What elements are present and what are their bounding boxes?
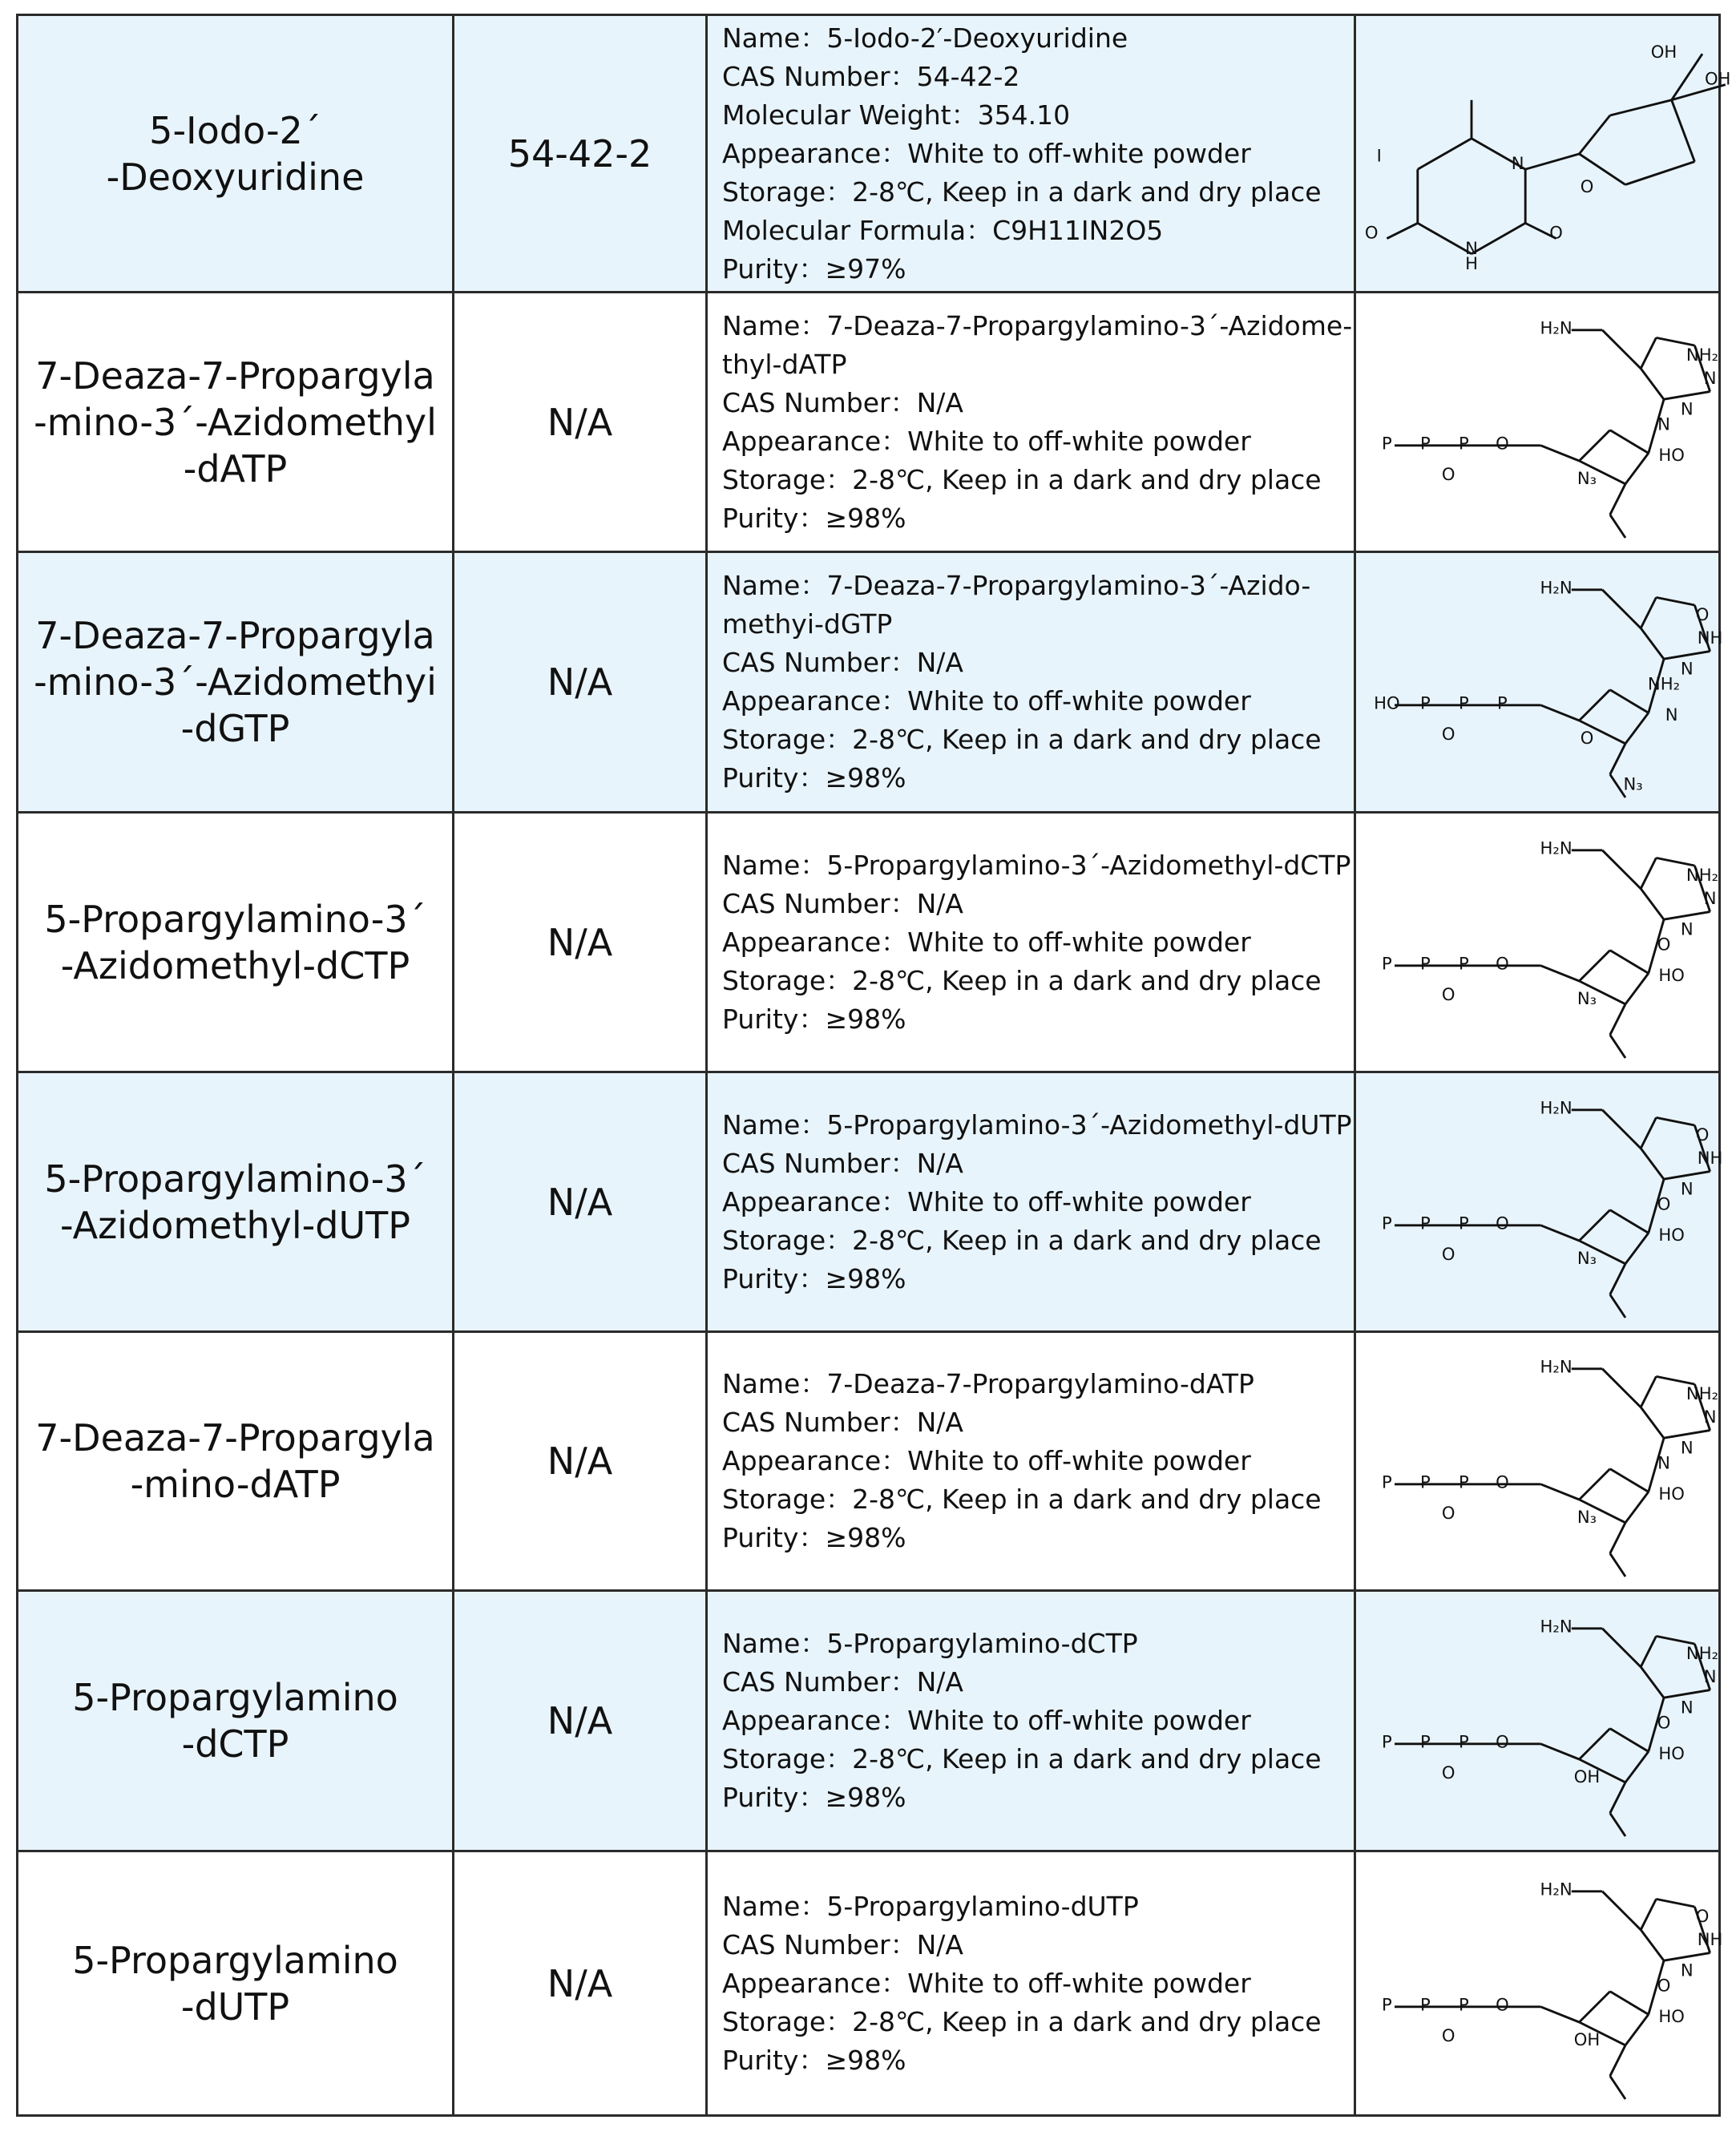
structure-cell [1355, 1851, 1723, 2116]
spec-line: CAS Number：N/A [722, 887, 963, 919]
deaza-propargylamino-azidomethyl-dgtp-structure-icon [1356, 554, 1736, 810]
spec-line: Name：5-Propargylamino-3´-Azidomethyl-dUTP [722, 1108, 1352, 1141]
cas-number: N/A [547, 660, 613, 704]
spec-line: Storage：2-8℃, Keep in a dark and dry place [722, 724, 1322, 755]
structure-bond [1641, 1148, 1664, 1178]
structure-atom-label: N [1680, 398, 1694, 418]
spec-line: Name：5-Propargylamino-dUTP [722, 1890, 1139, 1922]
structure-atom-label: OH [1573, 2029, 1601, 2049]
spec-line: Purity：≥98% [722, 1782, 906, 1813]
spec-line: Purity：≥98% [722, 502, 906, 534]
structure-atom-label: N₃ [1577, 1506, 1597, 1527]
structure-atom-label: P [1420, 953, 1431, 974]
propargylamino-azidomethyl-dctp-structure-icon [1356, 814, 1736, 1071]
structure-atom-label: N [1680, 918, 1694, 939]
cas-number: N/A [547, 1439, 613, 1483]
structure-atom-label: NH [1697, 628, 1723, 648]
table-row [18, 1332, 1720, 1591]
structure-atom-label: H₂N [1540, 1879, 1572, 1900]
structure-cell [1355, 1072, 1723, 1332]
structure-atom-label: P [1420, 433, 1431, 454]
structure-bond [1610, 1003, 1625, 1034]
structure-atom-label: P [1420, 1472, 1431, 1492]
structure-cell [1355, 1591, 1720, 1851]
structure-bond [1610, 2076, 1625, 2099]
specification-cell [707, 1072, 1355, 1332]
structure-atom-label: N [1703, 887, 1717, 908]
cas-number-cell [454, 1591, 707, 1851]
spec-line: Appearance：White to off-white powder [722, 1185, 1251, 1217]
product-name-line: 7-Deaza-7-Propargyla [35, 1416, 435, 1460]
structure-atom-label: P [1459, 1472, 1469, 1492]
structure-bond [1610, 690, 1649, 713]
structure-bond [1610, 483, 1625, 514]
table-row [18, 1851, 1720, 2116]
table-row [18, 552, 1720, 813]
structure-atom-label: NH [1697, 1147, 1723, 1168]
structure-bond [1641, 337, 1656, 368]
table-row [18, 293, 1720, 552]
structure-bond [1656, 597, 1694, 605]
spec-line: CAS Number：N/A [722, 1147, 963, 1179]
cas-number: N/A [547, 400, 613, 444]
structure-bond [1579, 1469, 1609, 1500]
spec-line: Name：7-Deaza-7-Propargylamino-3´-Azidome- [722, 309, 1353, 341]
structure-bond [1641, 858, 1656, 888]
product-name-line: -Deoxyuridine [106, 155, 365, 199]
specification-cell [707, 1332, 1355, 1591]
structure-bond [1525, 154, 1579, 169]
cas-number-cell [454, 15, 707, 293]
structure-bond [1610, 950, 1649, 973]
specification-cell [707, 293, 1355, 552]
structure-atom-label: O [1549, 222, 1563, 243]
table-row [18, 15, 1720, 293]
spec-line: CAS Number：N/A [722, 1666, 963, 1698]
structure-atom-label: P [1420, 1994, 1431, 2015]
iododeoxyuridine-structure-icon [1356, 26, 1736, 282]
structure-atom-label: H₂N [1540, 1616, 1572, 1637]
product-name-line: -mino-dATP [130, 1463, 341, 1506]
structure-bond [1579, 690, 1609, 721]
structure-atom-label: P [1459, 953, 1469, 974]
structure-cell [1355, 813, 1720, 1072]
structure-atom-label: O [1496, 953, 1509, 974]
structure-atom-label: H₂N [1540, 838, 1572, 858]
structure-atom-label: N [1680, 658, 1694, 679]
structure-atom-label: P [1382, 433, 1392, 454]
structure-atom-label: NH₂ [1686, 864, 1719, 885]
structure-bond [1610, 1813, 1625, 1836]
structure-bond [1610, 1035, 1625, 1058]
structure-atom-label: N [1465, 237, 1478, 258]
structure-bond [1579, 1991, 1609, 2021]
spec-line: Purity：≥98% [722, 1522, 906, 1553]
structure-atom-label: P [1459, 1213, 1469, 1233]
structure-atom-label: P [1497, 692, 1508, 713]
spec-line: Purity：≥98% [722, 762, 906, 793]
structure-bond [1610, 515, 1625, 538]
spec-line: CAS Number：54-42-2 [722, 60, 1020, 92]
product-name-line: 5-Propargylamino [72, 1676, 398, 1719]
structure-atom-label: N₃ [1577, 467, 1597, 488]
structure-atom-label: O [1441, 724, 1455, 744]
table-row [18, 1591, 1720, 1851]
structure-atom-label: N₃ [1577, 1247, 1597, 1268]
structure-atom-label: N [1703, 1666, 1717, 1686]
product-name-cell [18, 293, 454, 552]
structure-atom-label: P [1382, 1472, 1392, 1492]
structure-bond [1610, 744, 1625, 774]
structure-bond [1579, 115, 1609, 154]
spec-line: Appearance：White to off-white powder [722, 926, 1251, 958]
structure-atom-label: O [1657, 1193, 1671, 1214]
structure-bond [1641, 1899, 1656, 1929]
spec-line: thyl-dATP [722, 348, 847, 380]
structure-atom-label: O [1441, 1503, 1455, 1523]
structure-bond [1540, 445, 1579, 460]
structure-atom-label: O [1441, 2025, 1455, 2045]
structure-atom-label: N [1680, 1697, 1694, 1718]
structure-atom-label: N [1703, 1407, 1717, 1427]
cas-number-cell [454, 1851, 707, 2116]
structure-atom-label: N₃ [1623, 773, 1643, 794]
structure-atom-label: O [1496, 1472, 1509, 1492]
structure-bond [1610, 1469, 1649, 1492]
structure-bond [1641, 1376, 1656, 1407]
spec-line: Storage：2-8℃, Keep in a dark and dry place [722, 1224, 1322, 1256]
structure-atom-label: H₂N [1540, 1356, 1572, 1377]
product-name-line: 5-Propargylamino [72, 1938, 398, 1982]
structure-bond [1625, 2014, 1649, 2045]
structure-atom-label: P [1382, 1213, 1392, 1233]
structure-bond [1610, 1209, 1649, 1233]
product-name-line: -mino-3´-Azidomethyl [34, 400, 437, 444]
structure-atom-label: P [1382, 953, 1392, 974]
structure-atom-label: O [1496, 1731, 1509, 1752]
structure-atom-label: N [1657, 414, 1670, 434]
structure-atom-label: P [1459, 1994, 1469, 2015]
spec-line: Storage：2-8℃, Keep in a dark and dry place [722, 964, 1322, 996]
specification-cell [707, 1591, 1355, 1851]
product-name-cell [18, 15, 454, 293]
product-name-line: -dUTP [180, 1984, 290, 2029]
product-name-line: -dCTP [181, 1722, 289, 1766]
spec-line: CAS Number：N/A [722, 386, 963, 418]
structure-atom-label: O [1441, 1243, 1455, 1264]
product-name-cell [18, 813, 454, 1072]
structure-cell [1355, 552, 1723, 813]
structure-bond [1625, 1492, 1649, 1522]
structure-atom-label: HO [1658, 1743, 1685, 1763]
structure-cell [1355, 15, 1731, 293]
structure-atom-label: HO [1658, 1484, 1685, 1504]
structure-bond [1610, 1553, 1625, 1577]
structure-bond [1625, 1751, 1649, 1782]
structure-atom-label: N [1680, 1959, 1694, 1980]
propargylamino-dctp-structure-icon [1356, 1593, 1736, 1849]
product-name-cell [18, 1851, 454, 2116]
cas-number: N/A [547, 1699, 613, 1742]
cas-number: 54-42-2 [507, 131, 652, 176]
product-name-line: 5-Iodo-2´ [149, 108, 321, 152]
structure-bond [1602, 1891, 1641, 1929]
structure-atom-label: O [1695, 1905, 1710, 1926]
structure-atom-label: H [1465, 252, 1478, 273]
spec-line: Appearance：White to off-white powder [722, 685, 1251, 717]
cas-number: N/A [547, 1961, 613, 2005]
spec-line: Storage：2-8℃, Keep in a dark and dry place [722, 463, 1322, 495]
structure-bond [1579, 1209, 1609, 1240]
spec-line: Name：5-Iodo-2′-Deoxyuridine [722, 22, 1128, 54]
structure-bond [1641, 368, 1664, 398]
structure-atom-label: N [1680, 1437, 1694, 1458]
structure-atom-label: NH₂ [1686, 344, 1719, 365]
structure-atom-label: I [1376, 145, 1382, 166]
structure-bond [1625, 713, 1649, 743]
spec-line: Name：5-Propargylamino-3´-Azidomethyl-dCTP [722, 849, 1351, 881]
structure-atom-label: O [1580, 176, 1594, 196]
structure-atom-label: O [1496, 1213, 1509, 1233]
structure-bond [1610, 1523, 1625, 1553]
structure-bond [1540, 1484, 1579, 1500]
spec-line: Molecular Formula：C9H11IN2O5 [722, 214, 1164, 246]
structure-atom-label: HO [1658, 1224, 1685, 1245]
structure-atom-label: P [1459, 433, 1469, 454]
structure-bond [1610, 1294, 1625, 1318]
product-name-line: -Azidomethyl-dCTP [60, 943, 410, 987]
spec-line: Storage：2-8℃, Keep in a dark and dry place [722, 2005, 1322, 2037]
structure-bond [1602, 1629, 1641, 1667]
table-row [18, 813, 1720, 1072]
structure-bond [1540, 2006, 1579, 2021]
structure-bond [1579, 1729, 1609, 1759]
spec-line: Purity：≥98% [722, 2044, 906, 2076]
spec-line: Storage：2-8℃, Keep in a dark and dry place [722, 1484, 1322, 1515]
product-name-line: 7-Deaza-7-Propargyla [35, 353, 435, 398]
structure-bond [1641, 1636, 1656, 1666]
structure-atom-label: O [1441, 463, 1455, 484]
structure-bond [1641, 1407, 1664, 1438]
structure-atom-label: O [1364, 222, 1379, 243]
structure-atom-label: NH [1697, 1928, 1723, 1949]
structure-bond [1579, 430, 1609, 460]
specification-cell [707, 813, 1355, 1072]
spec-line: Storage：2-8℃, Keep in a dark and dry place [722, 1743, 1322, 1774]
structure-atom-label: N₃ [1577, 987, 1597, 1008]
structure-bond [1610, 1783, 1625, 1813]
product-name-line: 7-Deaza-7-Propargyla [35, 614, 435, 657]
structure-bond [1540, 705, 1579, 721]
structure-bond [1641, 1117, 1656, 1148]
structure-atom-label: P [1420, 1213, 1431, 1233]
structure-atom-label: N [1657, 1452, 1670, 1473]
cas-number-cell [454, 293, 707, 552]
propargylamino-dutp-structure-icon [1356, 1855, 1736, 2112]
structure-bond [1602, 1369, 1641, 1407]
structure-atom-label: HO [1658, 444, 1685, 465]
structure-atom-label: N [1511, 152, 1524, 173]
structure-bond [1625, 973, 1649, 1003]
structure-atom-label: P [1459, 1731, 1469, 1752]
product-name-line: -Azidomethyl-dUTP [60, 1203, 410, 1247]
structure-atom-label: O [1496, 1994, 1509, 2015]
structure-bond [1641, 628, 1664, 659]
structure-bond [1610, 1263, 1625, 1294]
structure-atom-label: H₂N [1540, 1097, 1572, 1118]
spec-line: Appearance：White to off-white powder [722, 1705, 1251, 1736]
spec-line: Appearance：White to off-white powder [722, 137, 1251, 169]
structure-atom-label: O [1695, 1124, 1710, 1145]
structure-atom-label: NH₂ [1686, 1383, 1719, 1404]
structure-atom-label: N [1680, 1177, 1694, 1198]
product-name-line: -dGTP [180, 707, 290, 750]
spec-line: Purity：≥98% [722, 1262, 906, 1294]
structure-atom-label: HO [1658, 964, 1685, 985]
spec-line: CAS Number：N/A [722, 1928, 963, 1960]
specification-cell [707, 15, 1355, 293]
structure-atom-label: O [1441, 983, 1455, 1004]
spec-line: Purity：≥97% [722, 252, 906, 285]
structure-atom-label: O [1657, 934, 1671, 955]
spec-line: Appearance：White to off-white powder [722, 1967, 1251, 1999]
cas-number: N/A [547, 920, 613, 964]
structure-bond [1641, 888, 1664, 919]
cas-number-cell [454, 1072, 707, 1332]
structure-atom-label: HO [1374, 692, 1400, 713]
spec-line: Appearance：White to off-white powder [722, 1445, 1251, 1476]
specification-cell [707, 1851, 1355, 2116]
deaza-propargylamino-azidomethyl-datp-structure-icon [1356, 294, 1736, 551]
structure-bond [1656, 1117, 1694, 1125]
structure-bond [1641, 1929, 1664, 1960]
structure-bond [1641, 1667, 1664, 1698]
structure-atom-label: N [1703, 367, 1717, 388]
spec-line: CAS Number：N/A [722, 647, 963, 678]
structure-atom-label: H₂N [1540, 577, 1572, 598]
structure-atom-label: O [1695, 604, 1710, 625]
structure-atom-label: OH [1704, 68, 1731, 89]
product-name-line: 5-Propargylamino-3´ [44, 897, 426, 941]
structure-bond [1672, 99, 1695, 161]
structure-bond [1418, 223, 1472, 253]
structure-bond [1540, 1225, 1579, 1240]
product-name-line: -mino-3´-Azidomethyi [34, 660, 437, 704]
spec-line: Storage：2-8℃, Keep in a dark and dry place [722, 176, 1322, 208]
product-table [16, 14, 1731, 2117]
cas-number-cell [454, 552, 707, 813]
spec-line: Appearance：White to off-white powder [722, 425, 1251, 457]
product-name-cell [18, 552, 454, 813]
structure-bond [1579, 950, 1609, 980]
structure-bond [1602, 590, 1641, 628]
structure-atom-label: N [1665, 705, 1678, 725]
structure-bond [1602, 1109, 1641, 1148]
structure-bond [1387, 223, 1417, 238]
structure-bond [1625, 453, 1649, 483]
structure-atom-label: O [1496, 433, 1509, 454]
structure-atom-label: O [1580, 727, 1594, 748]
product-name-cell [18, 1332, 454, 1591]
structure-bond [1610, 1991, 1649, 2014]
specification-cell [707, 552, 1355, 813]
structure-atom-label: P [1382, 1731, 1392, 1752]
structure-atom-label: O [1657, 1712, 1671, 1733]
structure-bond [1610, 430, 1649, 453]
structure-cell [1355, 293, 1720, 552]
structure-bond [1540, 1744, 1579, 1759]
structure-atom-label: OH [1573, 1766, 1601, 1787]
structure-atom-label: H₂N [1540, 317, 1572, 338]
structure-atom-label: P [1420, 1731, 1431, 1752]
product-name-cell [18, 1591, 454, 1851]
product-name-line: 5-Propargylamino-3´ [44, 1157, 426, 1201]
spec-line: Purity：≥98% [722, 1003, 906, 1035]
structure-atom-label: O [1441, 1762, 1455, 1783]
structure-bond [1418, 138, 1472, 168]
structure-atom-label: P [1420, 692, 1431, 713]
cas-number-cell [454, 813, 707, 1072]
product-name-line: -dATP [183, 446, 288, 491]
spec-line: methyi-dGTP [722, 608, 893, 640]
cas-number: N/A [547, 1180, 613, 1224]
product-name-cell [18, 1072, 454, 1332]
spec-line: CAS Number：N/A [722, 1407, 963, 1438]
structure-bond [1610, 1729, 1649, 1752]
deaza-propargylamino-datp-structure-icon [1356, 1333, 1736, 1589]
structure-bond [1610, 99, 1672, 115]
structure-cell [1355, 1332, 1720, 1591]
structure-atom-label: P [1459, 692, 1469, 713]
structure-atom-label: HO [1658, 2005, 1685, 2026]
cas-number-cell [454, 1332, 707, 1591]
structure-bond [1472, 223, 1525, 253]
structure-bond [1540, 965, 1579, 980]
spec-line: Name：7-Deaza-7-Propargylamino-3´-Azido- [722, 570, 1311, 601]
structure-bond [1610, 2045, 1625, 2075]
structure-bond [1641, 597, 1656, 628]
structure-bond [1656, 1899, 1694, 1907]
propargylamino-azidomethyl-dutp-structure-icon [1356, 1074, 1736, 1330]
spec-line: Name：5-Propargylamino-dCTP [722, 1628, 1138, 1659]
structure-bond [1602, 329, 1641, 368]
structure-atom-label: NH₂ [1647, 673, 1681, 694]
spec-line: Molecular Weight：354.10 [722, 99, 1071, 131]
structure-bond [1625, 161, 1694, 184]
structure-bond [1602, 850, 1641, 888]
structure-atom-label: NH₂ [1686, 1643, 1719, 1664]
structure-atom-label: P [1382, 1994, 1392, 2015]
structure-bond [1625, 1233, 1649, 1263]
structure-atom-label: O [1657, 1975, 1671, 1996]
spec-line: Name：7-Deaza-7-Propargylamino-dATP [722, 1368, 1254, 1399]
structure-atom-label: OH [1650, 41, 1677, 62]
table-row [18, 1072, 1720, 1332]
